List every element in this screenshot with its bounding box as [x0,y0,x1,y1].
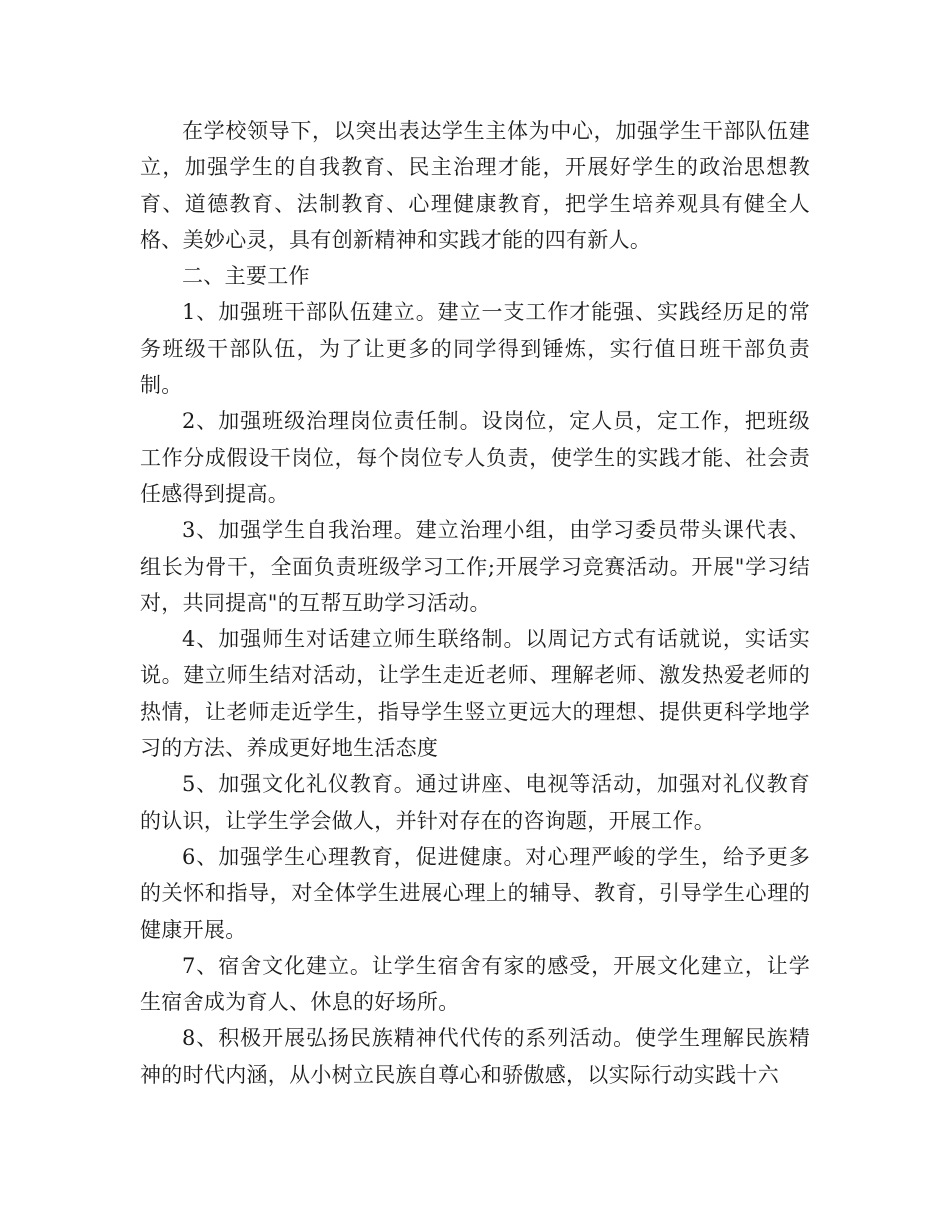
work-item-8: 8、积极开展弘扬民族精神代代传的系列活动。使学生理解民族精神的时代内涵，从小树立民族自尊心和骄傲感，以实际行动实践十六 [140,1026,810,1087]
work-item-6: 6、加强学生心理教育，促进健康。对心理严峻的学生，给予更多的关怀和指导，对全体学生进展心理上的辅导、教育，引导学生心理的健康开展。 [140,844,810,942]
work-item-1: 1、加强班干部队伍建立。建立一支工作才能强、实践经历足的常务班级干部队伍，为了让更多的同学得到锤炼，实行值日班干部负责制。 [140,300,810,398]
work-item-5: 5、加强文化礼仪教育。通过讲座、电视等活动，加强对礼仪教育的认识，让学生学会做人，并针对存在的咨询题，开展工作。 [140,772,810,833]
intro-paragraph: 在学校领导下，以突出表达学生主体为中心，加强学生干部队伍建立，加强学生的自我教育、民主治理才能，开展好学生的政治思想教育、道德教育、法制教育、心理健康教育，把学生培养观具有健全人格、美妙心灵，具有创新精神和实践才能的四有新人。 [140,119,810,252]
work-item-2: 2、加强班级治理岗位责任制。设岗位，定人员，定工作，把班级工作分成假设干岗位，每个岗位专人负责，使学生的实践才能、社会责任感得到提高。 [140,409,810,506]
document-page [140,113,810,1093]
section-heading: 二、主要工作 [182,264,310,289]
work-item-7: 7、宿舍文化建立。让学生宿舍有家的感受，开展文化建立，让学生宿舍成为育人、休息的好场所。 [140,953,810,1015]
work-item-4: 4、加强师生对话建立师生联络制。以周记方式有话就说，实话实说。建立师生结对活动，让学生走近老师、理解老师、激发热爱老师的热情，让老师走近学生，指导学生竖立更远大的理想、提供更科学地学习的方法、养成更好地生活态度 [140,627,810,761]
work-item-3: 3、加强学生自我治理。建立治理小组，由学习委员带头课代表、组长为骨干，全面负责班级学习工作;开展学习竞赛活动。开展"学习结对，共同提高"的互帮互助学习活动。 [140,518,810,615]
